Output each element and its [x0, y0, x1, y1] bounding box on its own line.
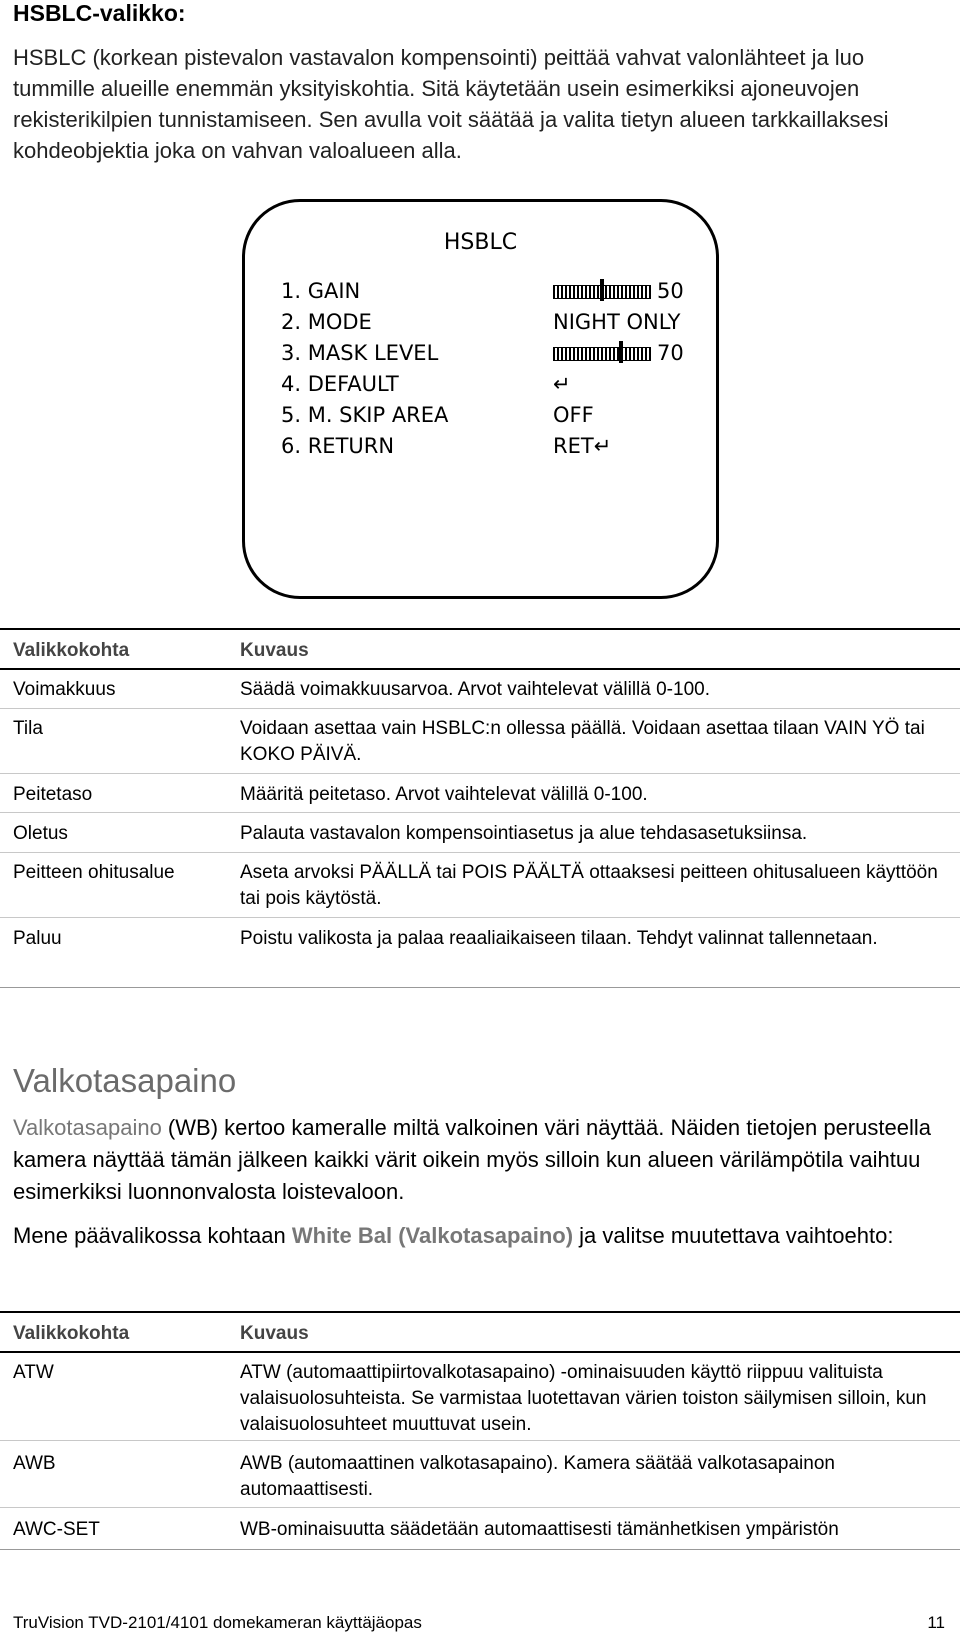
osd-row-skip-area: [245, 403, 716, 433]
table-cell-desc: Poistu valikosta ja palaa reaaliaikaiseen tilaan. Tehdyt valinnat tallennetaan.: [240, 928, 878, 949]
osd-label: 3. MASK LEVEL: [281, 341, 439, 365]
table-cell-item: Tila: [13, 718, 43, 739]
table-cell-desc: Palauta vastavalon kompensointiasetus ja alue tehdasasetuksiinsa.: [240, 823, 808, 844]
page-number: 11: [927, 1613, 945, 1632]
hsblc-osd-screen: [242, 199, 719, 599]
section-title: Valkotasapaino: [13, 1062, 237, 1099]
footer-doc-title: TruVision TVD-2101/4101 domekameran käyttäjäopas: [13, 1613, 422, 1632]
table-cell-desc: Voidaan asettaa vain HSBLC:n ollessa päällä. Voidaan asettaa tilaan VAIN YÖ tai KOKO PÄIVÄ.: [240, 718, 925, 765]
hsblc-menu-heading: HSBLC-valikko:: [13, 0, 186, 26]
osd-value: 70: [657, 341, 684, 365]
table-cell-item: Voimakkuus: [13, 679, 116, 700]
table-cell-item: Oletus: [13, 823, 68, 844]
gain-slider: [553, 282, 651, 299]
osd-row-mode: [245, 310, 716, 340]
table-header-desc: Kuvaus: [240, 1323, 309, 1344]
table-header-desc: Kuvaus: [240, 640, 309, 661]
osd-label: 5. M. SKIP AREA: [281, 403, 449, 427]
osd-row-default: [245, 372, 716, 402]
osd-value: OFF: [553, 403, 594, 427]
table-cell-desc: Määritä peitetaso. Arvot vaihtelevat välillä 0-100.: [240, 784, 648, 805]
wb-paragraph-1: Valkotasapaino (WB) kertoo kameralle miltä valkoinen väri näyttää. Näiden tietojen perusteella kamera näyttää tämän jälkeen kaikki värit oikein myös silloin kun alueen värilämpötila vaihtuu esimerkiksi luonnonvalosta loistevaloon.: [13, 1115, 931, 1204]
osd-row-mask-level: [245, 341, 716, 371]
table-cell-item: Peitetaso: [13, 784, 93, 805]
osd-row-gain: [245, 279, 716, 309]
table-cell-desc: AWB (automaattinen valkotasapaino). Kamera säätää valkotasapainon automaattisesti.: [240, 1453, 835, 1500]
enter-icon: ↵: [553, 372, 571, 396]
osd-value: RET↵: [553, 434, 612, 458]
hsblc-intro-text: HSBLC (korkean pistevalon vastavalon kompensointi) peittää vahvat valonlähteet ja luo tummille alueille enemmän yksityiskohtia. Sitä käytetään usein esimerkiksi ajoneuvojen rekisterikilpien tunnistamiseen. Sen avulla voit säätää ja valita tietyn alueen tarkkaillaksesi kohdeobjektia joka on vahvan valoalueen alla.: [13, 45, 889, 163]
osd-value: NIGHT ONLY: [553, 310, 681, 334]
wb-paragraph-2: Mene päävalikossa kohtaan White Bal (Valkotasapaino) ja valitse muutettava vaihtoehto:: [13, 1223, 894, 1248]
osd-row-return: [245, 434, 716, 464]
wb-term-highlight: Valkotasapaino: [13, 1115, 162, 1140]
osd-label: 1. GAIN: [281, 279, 361, 303]
osd-value: 50: [657, 279, 684, 303]
menu-path-highlight: White Bal (Valkotasapaino): [291, 1223, 574, 1248]
table-cell-item: ATW: [13, 1362, 54, 1383]
table-cell-desc: Säädä voimakkuusarvoa. Arvot vaihtelevat välillä 0-100.: [240, 679, 710, 700]
table-cell-desc: ATW (automaattipiirtovalkotasapaino) -ominaisuuden käyttö riippuu valituista valaisuolosuhteista. Se varmistaa luotettavan värien toiston säilymisen silloin, kun valaisuolosuhteet muuttuvat usein.: [240, 1362, 927, 1435]
table-cell-item: Paluu: [13, 928, 62, 949]
mask-level-slider: [553, 344, 651, 361]
table-cell-item: AWC-SET: [13, 1519, 100, 1540]
osd-label: 4. DEFAULT: [281, 372, 399, 396]
table-cell-desc: WB-ominaisuutta säädetään automaattisesti tämänhetkisen ympäristön: [240, 1519, 839, 1540]
osd-label: 6. RETURN: [281, 434, 395, 458]
table-cell-item: AWB: [13, 1453, 56, 1474]
table-header-item: Valikkokohta: [13, 640, 130, 661]
table-header-item: Valikkokohta: [13, 1323, 130, 1344]
osd-title: HSBLC: [443, 230, 518, 255]
table-cell-desc: Aseta arvoksi PÄÄLLÄ tai POIS PÄÄLTÄ ottaaksesi peitteen ohitusalueen käyttöön tai pois käytöstä.: [240, 862, 938, 909]
table-cell-item: Peitteen ohitusalue: [13, 862, 175, 883]
osd-label: 2. MODE: [281, 310, 372, 334]
